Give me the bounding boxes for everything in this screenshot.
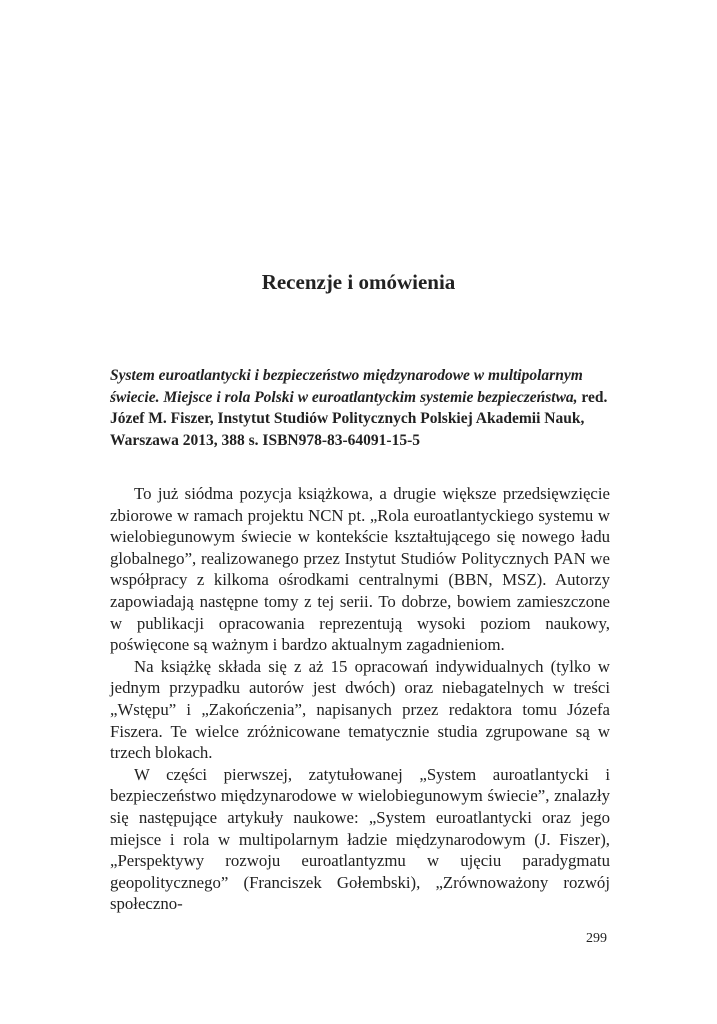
section-title: Recenzje i omówienia bbox=[261, 270, 456, 294]
review-body bbox=[110, 483, 610, 915]
paragraph: To już siódma pozycja książkowa, a drugie większe przedsięwzięcie zbiorowe w ramach projektu NCN pt. „Rola euroatlantyckiego systemu w wielobiegunowym świecie w kontekście kształtującego się nowego ładu globalnego”, realizowanego przez Instytut Studiów Politycznych PAN we współpracy z kilkoma ośrodkami centralnymi (BBN, MSZ). Autorzy zapowiadają następne tomy z tej serii. To dobrze, bowiem zamieszczone w publikacji opracowania reprezentują wysoki poziom naukowy, poświęcone są ważnym i bardzo aktualnym zagadnieniom. bbox=[110, 484, 610, 655]
book-details: red. Józef M. Fiszer, Instytut Studiów Politycznych Polskiej Akademii Nauk, Warszawa 2013, 388 s. ISBN978-83-64091-15-5 bbox=[110, 388, 608, 449]
page-number: 299 bbox=[586, 931, 607, 946]
book-title: System euroatlantycki i bezpieczeństwo międzynarodowe w multipolarnym świecie. Miejsce i rola Polski w euroatlantyckim systemie bezpieczeństwa, bbox=[110, 367, 583, 406]
book-citation bbox=[110, 365, 610, 451]
paragraph: W części pierwszej, zatytułowanej „System auroatlantycki i bezpieczeństwo międzynarodowe w wielobiegunowym świecie”, znalazły się następujące artykuły naukowe: „System euroatlantycki oraz jego miejsce i rola w multipolarnym ładzie międzynarodowym (J. Fiszer), „Perspektywy rozwoju euroatlantyzmu w ujęciu paradygmatu geopolitycznego” (Franciszek Gołembski), „Zrównoważony rozwój społeczno- bbox=[110, 764, 610, 914]
paragraph: Na książkę składa się z aż 15 opracowań indywidualnych (tylko w jednym przypadku autorów jest dwóch) oraz niebagatelnych w treści „Wstępu” i „Zakończenia”, napisanych przez redaktora tomu Józefa Fiszera. Te wielce zróżnicowane tematycznie studia zgrupowane są w trzech blokach. bbox=[110, 656, 610, 763]
